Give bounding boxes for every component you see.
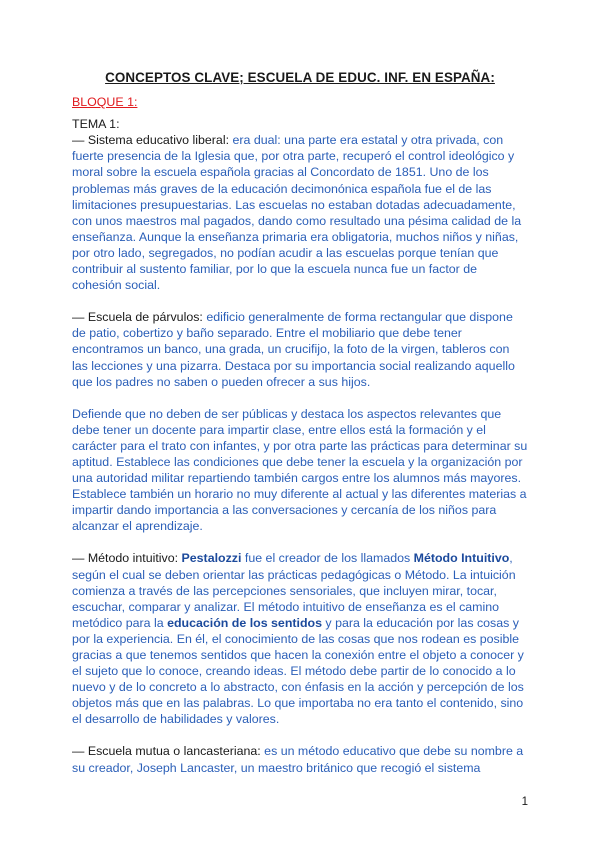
term-sistema-educativo: — Sistema educativo liberal:	[72, 133, 233, 148]
text-segment: y para la educación por las cosas y por la experiencia. En él, el conocimiento de las cosas que nos rodean es posible gracias a que tenemos sentidos que hacen la conexión entre el objeto a conocer y el sujeto que lo conoce, creando ideas. El método debe partir de lo conocido a lo nuevo y de lo concreto a lo abstracto, con énfasis en la acción y percepción de los objetos más que en las palabras. Lo que importaba no era tanto el contenido, sino el desarrollo de habilidades y valores.	[72, 615, 524, 727]
term-escuela-mutua: — Escuela mutua o lancasteriana:	[72, 744, 265, 759]
paragraph-sistema-educativo	[72, 132, 528, 293]
bold-educacion-sentidos: educación de los sentidos	[167, 615, 322, 630]
text-segment: fue el creador de los llamados	[241, 551, 414, 566]
definition-escuela-mutua: es un método educativo que debe su nombre a su creador, Joseph Lancaster, un maestro británico que recogió el sistema	[72, 744, 524, 775]
definition-sistema-educativo: era dual: una parte era estatal y otra privada, con fuerte presencia de la Iglesia que, por otra parte, recuperó el control ideológico y moral sobre la escuela española gracias al Concordato de 1851. Uno de los problemas más graves de la educación decimonónica española fue el de las limitaciones presupuestarias. Las escuelas no estaban dotadas adecuadamente, con unos maestros mal pagados, dando como resultado una pésima calidad de la enseñanza. Aunque la enseñanza primaria era obligatoria, muchos niños y niñas, por otro lado, segregados, no podían acudir a las escuelas porque tenían que contribuir al sustento familiar, por lo que la escuela nunca fue un factor de cohesión social.	[72, 133, 522, 293]
definition-escuela-parvulos: edificio generalmente de forma rectangular que dispone de patio, cobertizo y baño separado. Entre el mobiliario que debe tener encontramos un banco, una grada, un crucifijo, la foto de la virgen, tableros con las lecciones y una pizarra. Destaca por su importancia social realizando aquello que los padres no saben o pueden ofrecer a sus hijos.	[72, 310, 515, 389]
bold-metodo-intuitivo: Método Intuitivo	[413, 551, 510, 566]
document-page	[72, 70, 528, 792]
term-escuela-parvulos: — Escuela de párvulos:	[72, 310, 207, 325]
paragraph-escuela-mutua	[72, 743, 528, 775]
document-title: CONCEPTOS CLAVE; ESCUELA DE EDUC. INF. EN ESPAÑA:	[105, 70, 495, 85]
bold-pestalozzi: Pestalozzi	[181, 551, 242, 566]
section-heading: BLOQUE 1:	[72, 95, 138, 110]
text-segment: , según el cual se deben orientar las prácticas pedagógicas o Método. La intuición comienza a través de las percepciones sensoriales, que incluyen mirar, tocar, escuchar, comparar y analizar. El método intuitivo de enseñanza es el camino metódico para la	[72, 551, 516, 630]
page-number: 1	[521, 796, 528, 808]
paragraph-escuela-parvulos-cont: Defiende que no deben de ser públicas y destaca los aspectos relevantes que debe tener un docente para impartir clase, entre ellos está la formación y el carácter para el trato con infantes, y por otra parte las prácticas para determinar su aptitud. Establece las condiciones que debe tener la escuela y la organización por una autoridad militar repartiendo también cargos entre los alumnos más mayores. Establece también un horario no muy diferente al actual y las diferentes materias a impartir dando importancia a las conversaciones y cercanía de los niños para alcanzar el aprendizaje.	[72, 406, 528, 534]
paragraph-escuela-parvulos	[72, 309, 528, 389]
paragraph-metodo-intuitivo	[72, 550, 528, 727]
term-metodo-intuitivo: — Método intuitivo:	[72, 551, 182, 566]
topic-heading: TEMA 1:	[72, 117, 120, 132]
definition-metodo-intuitivo	[72, 551, 524, 726]
